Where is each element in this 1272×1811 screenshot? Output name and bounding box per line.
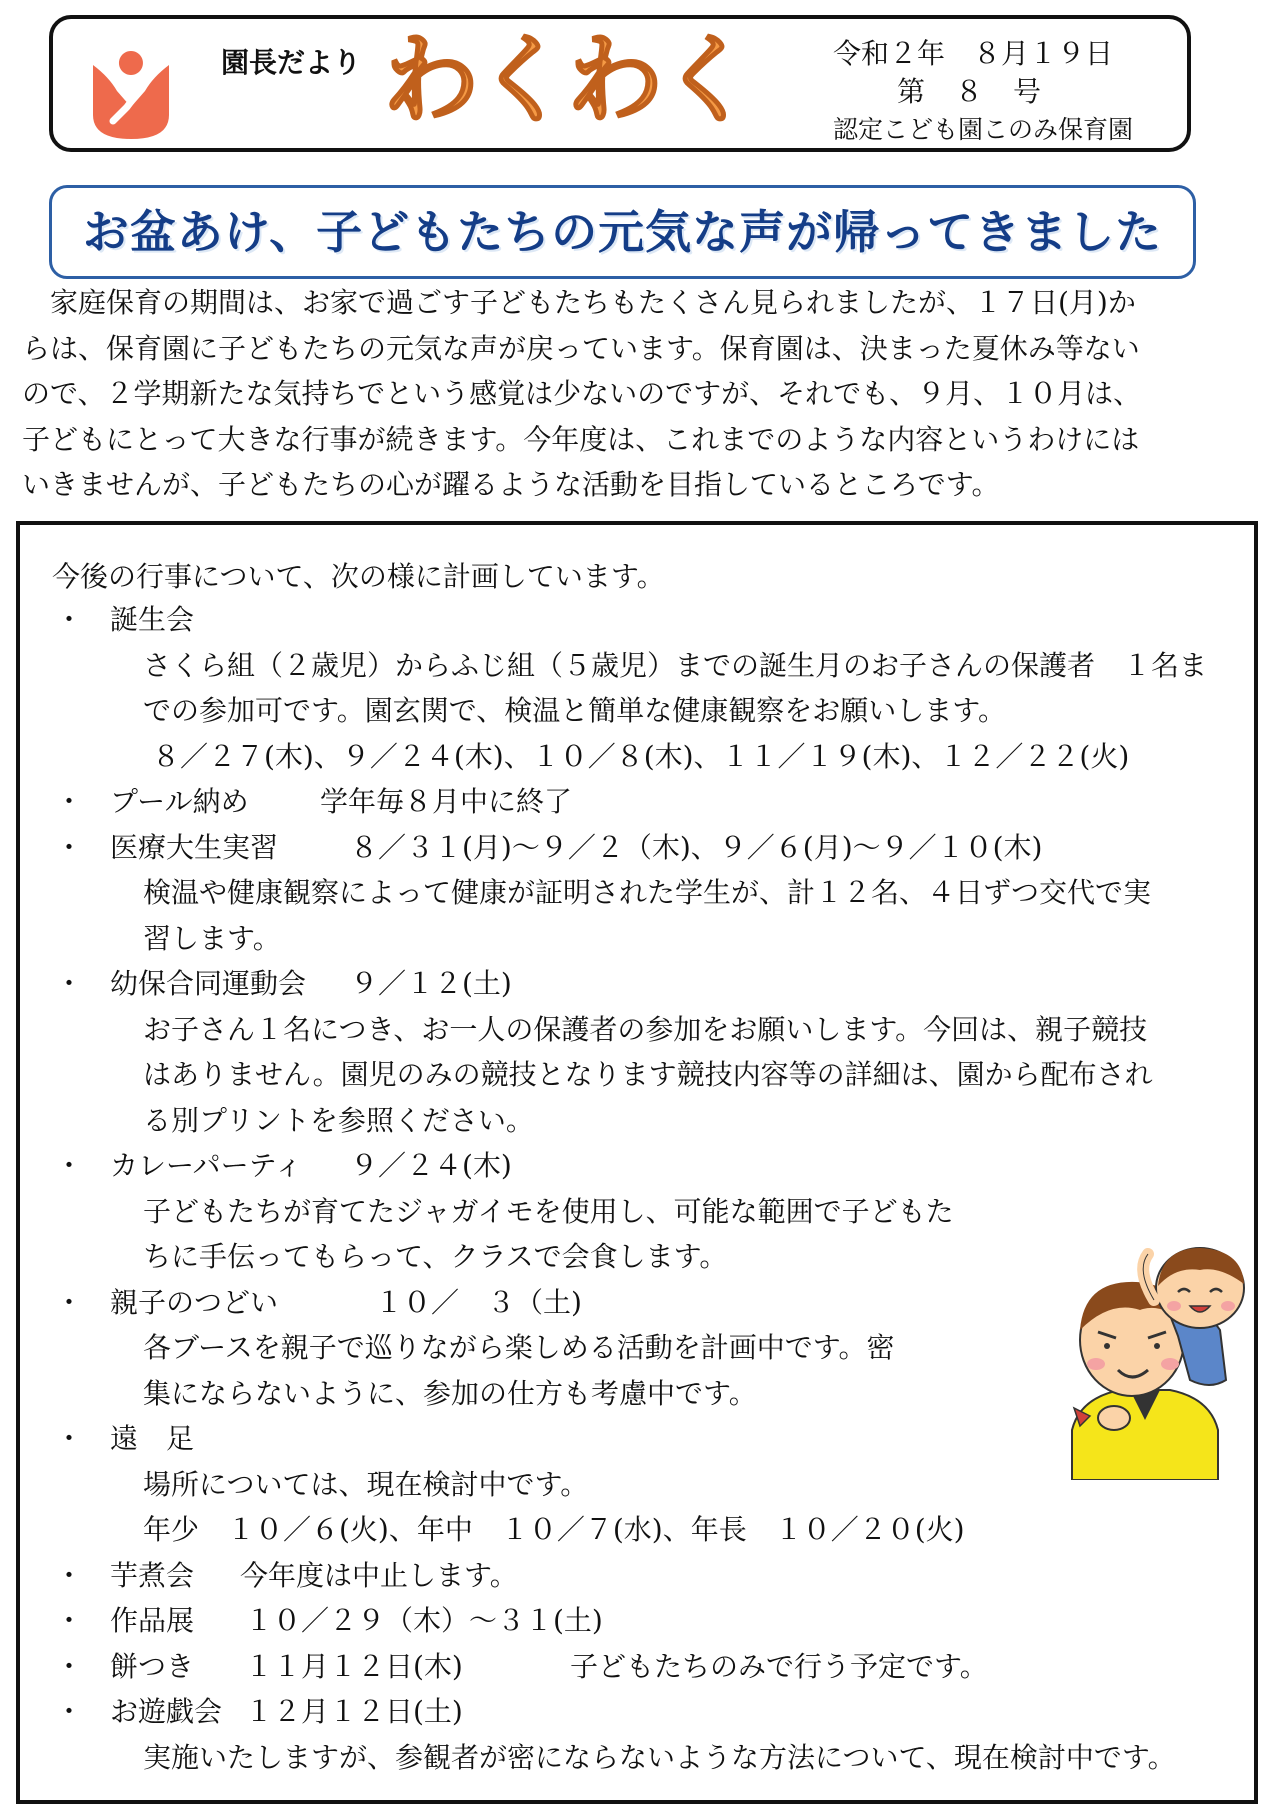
event-desc: さくら組（２歳児）からふじ組（５歳児）までの誕生月のお子さんの保護者 １名ま xyxy=(143,648,1208,682)
event-name: カレーパーティ xyxy=(110,1149,303,1182)
event-dates: ９／１２(土) xyxy=(350,967,512,1000)
event-item xyxy=(55,779,1245,825)
header-meta xyxy=(833,35,1133,149)
bullet: ・ xyxy=(55,1695,84,1728)
event-item xyxy=(55,961,1245,1007)
event-detail: 学年毎８月中に終了 xyxy=(320,785,573,818)
event-desc: 検温や健康観察によって健康が証明された学生が、計１２名、４日ずつ交代で実 xyxy=(143,876,1152,909)
bullet: ・ xyxy=(55,1604,84,1637)
event-dates: ８／２７(木)、９／２４(木)、１０／８(木)、１１／１９(木)、１２／２２(火) xyxy=(152,739,1130,773)
bullet: ・ xyxy=(55,1422,84,1455)
event-desc: 各ブースを親子で巡りながら楽しめる活動を計画中です。密 xyxy=(143,1331,895,1364)
school-logo-icon xyxy=(87,41,175,141)
event-dates: １０／ ３（土) xyxy=(375,1285,582,1319)
event-item xyxy=(55,1598,1245,1644)
event-dates: １２月１２日(土) xyxy=(245,1695,463,1728)
event-desc: 集にならないように、参加の仕方も考慮中です。 xyxy=(143,1376,757,1410)
event-name: 餅つき xyxy=(110,1649,195,1683)
intro-line: 家庭保育の期間は、お家で過ごす子どもたちもたくさん見られましたが、１７日(月)か xyxy=(22,286,1136,319)
event-name: 遠 足 xyxy=(110,1422,195,1455)
event-list xyxy=(55,597,1245,1780)
bullet: ・ xyxy=(55,830,84,864)
intro-line: 子どもにとって大きな行事が続きます。今年度は、これまでのような内容というわけには xyxy=(22,422,1140,456)
event-desc: 実施いたしますが、参観者が密にならないような方法について、現在検討中です。 xyxy=(143,1740,1176,1774)
bullet: ・ xyxy=(55,1149,84,1182)
event-name: プール納め xyxy=(110,785,249,818)
event-detail: 子どもたちのみで行う予定です。 xyxy=(570,1649,988,1683)
event-name: 医療大生実習 xyxy=(110,830,279,864)
event-detail: 今年度は中止します。 xyxy=(240,1558,518,1592)
bullet: ・ xyxy=(55,603,84,636)
event-dates: ９／２４(木) xyxy=(350,1149,512,1182)
parent-child-piggyback-icon xyxy=(1050,1240,1255,1480)
event-item xyxy=(55,825,1245,871)
event-item xyxy=(55,1689,1245,1735)
issue-number: 第８号 xyxy=(897,75,1072,108)
event-name: 誕生会 xyxy=(110,603,195,636)
event-desc: 場所については、現在検討中です。 xyxy=(143,1467,589,1501)
event-name: 芋煮会 xyxy=(110,1558,195,1592)
event-name: お遊戯会 xyxy=(110,1695,223,1728)
intro-line: いきませんが、子どもたちの心が躍るような活動を目指しているところです。 xyxy=(22,468,1000,501)
event-schedule-box xyxy=(16,521,1258,1804)
event-item xyxy=(55,597,1245,643)
event-desc: はありません。園児のみの競技となります競技内容等の詳細は、園から配布され xyxy=(143,1058,1153,1091)
bullet: ・ xyxy=(55,785,84,818)
bullet: ・ xyxy=(55,967,84,1000)
issue-date: 令和２年 ８月１９日 xyxy=(833,37,1114,70)
event-desc: 子どもたちが育てたジャガイモを使用し、可能な範囲で子どもた xyxy=(143,1194,954,1228)
event-dates: １０／２９（木）～３１(土) xyxy=(245,1604,603,1637)
event-desc: での参加可です。園玄関で、検温と簡単な健康観察をお願いします。 xyxy=(143,694,1006,727)
header-label: 園長だより xyxy=(221,46,362,79)
event-dates: ８／３１(月)～９／２（木)、９／６(月)～９／１０(木) xyxy=(350,830,1043,864)
event-desc: ちに手伝ってもらって、クラスで会食します。 xyxy=(143,1240,728,1273)
event-dates: １１月１２日(木) xyxy=(245,1649,463,1683)
event-item xyxy=(55,1143,1245,1189)
event-desc: 習します。 xyxy=(143,921,281,955)
event-name: 親子のつどい xyxy=(110,1285,279,1319)
headline-banner xyxy=(49,185,1196,279)
event-dates: 年少 １０／６(火)、年中 １０／７(水)、年長 １０／２０(火) xyxy=(143,1513,965,1546)
event-desc: る別プリントを参照ください。 xyxy=(143,1103,534,1137)
newsletter-title: わくわく xyxy=(383,24,751,136)
intro-line: らは、保育園に子どもたちの元気な声が戻っています。保育園は、決まった夏休み等ない xyxy=(22,331,1140,365)
intro-paragraph xyxy=(22,280,1230,508)
intro-line: ので、２学期新たな気持ちでという感覚は少ないのですが、それでも、９月、１０月は、 xyxy=(22,377,1142,410)
bullet: ・ xyxy=(55,1285,84,1319)
schedule-lead: 今後の行事について、次の様に計画しています。 xyxy=(52,560,665,593)
bullet: ・ xyxy=(55,1558,84,1592)
event-name: 作品展 xyxy=(110,1604,195,1637)
organization-name: 認定こども園このみ保育園 xyxy=(833,115,1134,144)
event-item xyxy=(55,1644,1245,1690)
event-item xyxy=(55,1553,1245,1599)
newsletter-header xyxy=(49,15,1191,152)
headline-text: お盆あけ、子どもたちの元気な声が帰ってきました xyxy=(82,205,1163,259)
bullet: ・ xyxy=(55,1649,84,1683)
event-name: 幼保合同運動会 xyxy=(110,967,307,1000)
event-desc: お子さん１名につき、お一人の保護者の参加をお願いします。今回は、親子競技 xyxy=(143,1012,1148,1046)
